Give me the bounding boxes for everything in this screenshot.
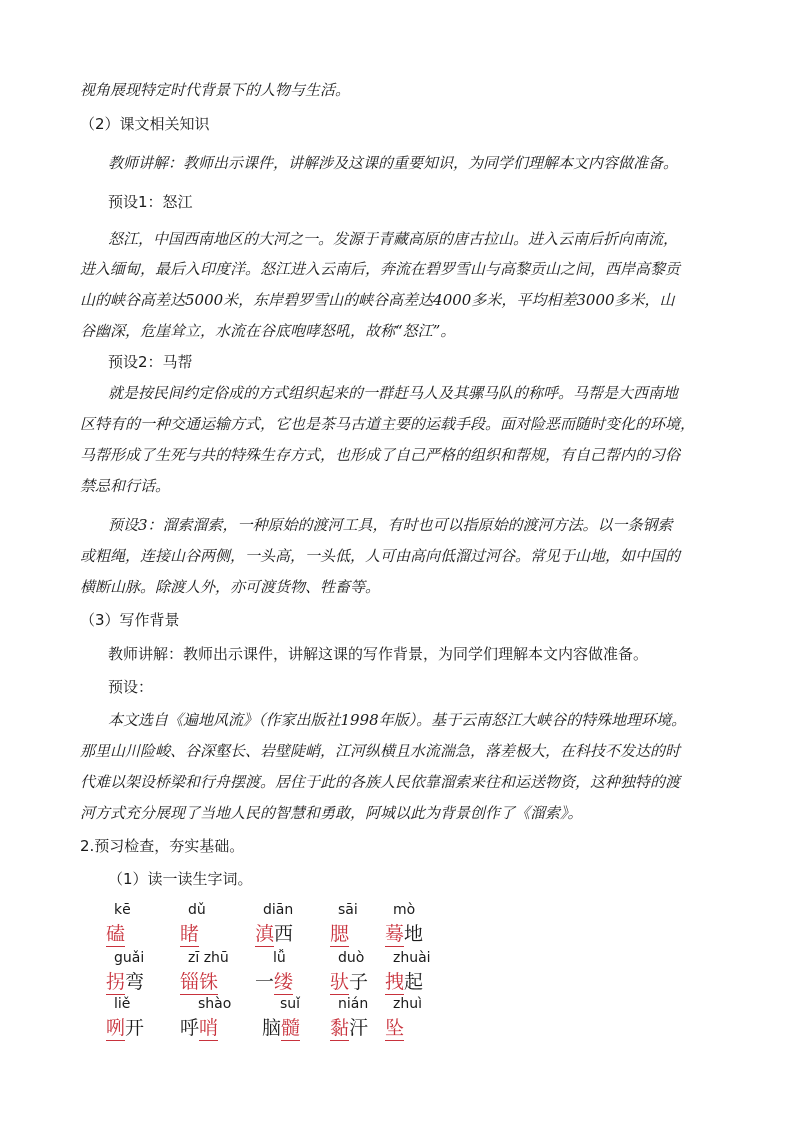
vocab-item — [330, 996, 390, 1044]
vocab-pinyin: mò — [393, 902, 416, 918]
vocab-item — [106, 950, 166, 998]
vocab-context-char: 脑 — [262, 1017, 282, 1039]
vocab-item — [180, 996, 250, 1044]
vocab-word — [262, 1016, 332, 1040]
vocab-pinyin: zhuì — [393, 996, 422, 1012]
vocab-word — [385, 922, 455, 946]
vocab-target-char: 锱铢 — [180, 971, 219, 993]
vocab-pinyin: sāi — [338, 902, 358, 918]
vocab-context-char: 起 — [404, 971, 424, 993]
paragraph-line: 横断山脉。除渡人外，亦可渡货物、牲畜等。 — [80, 578, 381, 596]
vocab-item — [106, 902, 156, 950]
paragraph-line: 就是按民间约定俗成的方式组织起来的一群赶马人及其骡马队的称呼。马帮是大西南地 — [108, 384, 679, 402]
vocab-item — [385, 950, 455, 998]
vocab-item — [255, 950, 315, 998]
paragraph-line: 教师讲解：教师出示课件，讲解涉及这课的重要知识，为同学们理解本文内容做准备。 — [108, 154, 679, 172]
vocab-item — [180, 950, 250, 998]
vocab-context-char: 西 — [274, 923, 294, 945]
vocab-item — [180, 902, 230, 950]
paragraph-line: 或粗绳，连接山谷两侧，一头高，一头低，人可由高向低溜过河谷。常见于山地，如中国的 — [80, 547, 681, 565]
paragraph-line: 禁忌和行话。 — [80, 477, 171, 495]
preset-heading: 预设1：怒江 — [108, 193, 193, 211]
paragraph-line: 河方式充分展现了当地人民的智慧和勇敢，阿城以此为背景创作了《溜索》。 — [80, 804, 583, 822]
vocab-target-char: 哨 — [199, 1017, 219, 1039]
vocab-word — [180, 1016, 250, 1040]
vocab-pinyin: liě — [114, 996, 131, 1012]
paragraph-line: 区特有的一种交通运输方式，它也是茶马古道主要的运载手段。面对险恶而随时变化的环境， — [80, 415, 696, 433]
vocab-pinyin: duò — [338, 950, 365, 966]
vocab-word — [106, 1016, 166, 1040]
vocab-word — [255, 970, 315, 994]
vocab-target-char: 滇 — [255, 923, 275, 945]
section-heading: （2）课文相关知识 — [80, 115, 210, 133]
vocab-target-char: 磕 — [106, 923, 126, 945]
vocab-pinyin: zī zhū — [188, 950, 229, 966]
vocab-pinyin: dǔ — [188, 902, 206, 918]
vocab-word — [330, 970, 390, 994]
preset-heading: 预设2：马帮 — [108, 353, 193, 371]
vocab-word — [330, 1016, 390, 1040]
paragraph-line: 进入缅甸，最后入印度洋。怒江进入云南后，奔流在碧罗雪山与高黎贡山之间，西岸高黎贡 — [80, 260, 681, 278]
section-heading: （3）写作背景 — [80, 611, 180, 629]
section-heading: 2.预习检查，夯实基础。 — [80, 837, 245, 855]
vocab-context-char: 地 — [404, 923, 424, 945]
paragraph-line: 本文选自《遍地风流》（作家出版社1998年版）。基于云南怒江大峡谷的特殊地理环境。 — [108, 711, 687, 729]
vocab-pinyin: nián — [338, 996, 369, 1012]
preset-heading: 预设： — [108, 678, 154, 696]
vocab-pinyin: lǚ — [273, 950, 286, 966]
vocab-pinyin: kē — [114, 902, 131, 918]
vocab-target-char: 腮 — [330, 923, 350, 945]
vocab-item — [255, 902, 325, 950]
vocab-word — [330, 922, 380, 946]
vocab-word — [255, 922, 325, 946]
paragraph-line: 预设3：溜索溜索，一种原始的渡河工具，有时也可以指原始的渡河方法。以一条钢索 — [108, 516, 673, 534]
vocab-item — [106, 996, 166, 1044]
vocab-item — [330, 950, 390, 998]
vocab-item — [385, 996, 445, 1044]
vocab-pinyin: shào — [198, 996, 232, 1012]
vocab-word — [180, 970, 250, 994]
vocab-target-char: 睹 — [180, 923, 200, 945]
vocab-target-char: 驮 — [330, 971, 350, 993]
vocab-target-char: 缕 — [274, 971, 294, 993]
vocab-context-char: 呼 — [180, 1017, 200, 1039]
vocab-word — [180, 922, 230, 946]
vocab-context-char: 开 — [125, 1017, 145, 1039]
paragraph-line: 马帮形成了生死与共的特殊生存方式，也形成了自己严格的组织和帮规，有自己帮内的习俗 — [80, 446, 681, 464]
vocab-context-char: 汗 — [349, 1017, 369, 1039]
vocab-target-char: 咧 — [106, 1017, 126, 1039]
vocab-word — [385, 1016, 445, 1040]
vocab-target-char: 黏 — [330, 1017, 350, 1039]
vocab-context-char: 子 — [349, 971, 369, 993]
section-heading: （1）读一读生字词。 — [108, 870, 253, 888]
vocab-target-char: 髓 — [281, 1017, 301, 1039]
paragraph-line: 那里山川险峻、谷深壑长、岩壁陡峭，江河纵横且水流湍急，落差极大，在科技不发达的时 — [80, 742, 681, 760]
vocab-pinyin: guǎi — [114, 950, 145, 966]
paragraph-line: 教师讲解：教师出示课件，讲解这课的写作背景，为同学们理解本文内容做准备。 — [108, 645, 649, 663]
vocab-pinyin: diān — [263, 902, 294, 918]
vocab-word — [106, 922, 156, 946]
vocab-item — [385, 902, 455, 950]
vocab-target-char: 拽 — [385, 971, 405, 993]
paragraph-line: 视角展现特定时代背景下的人物与生活。 — [80, 81, 351, 99]
vocab-target-char: 坠 — [385, 1017, 405, 1039]
vocab-target-char: 蓦 — [385, 923, 405, 945]
vocab-context-char: 弯 — [125, 971, 145, 993]
vocab-target-char: 拐 — [106, 971, 126, 993]
paragraph-line: 代难以架设桥梁和行舟摆渡。居住于此的各族人民依靠溜索来往和运送物资，这种独特的渡 — [80, 773, 681, 791]
vocab-word — [106, 970, 166, 994]
paragraph-line: 山的峡谷高差达5000米，东岸碧罗雪山的峡谷高差达4000多米，平均相差3000多米，山 — [80, 291, 675, 309]
vocab-context-char: 一 — [255, 971, 275, 993]
vocab-word — [385, 970, 455, 994]
paragraph-line: 谷幽深，危崖耸立，水流在谷底咆哮怒吼，故称“怒江”。 — [80, 322, 456, 340]
vocab-item — [330, 902, 380, 950]
paragraph-line: 怒江，中国西南地区的大河之一。发源于青藏高原的唐古拉山。进入云南后折向南流， — [108, 230, 679, 248]
vocab-pinyin: zhuài — [393, 950, 431, 966]
vocab-item — [262, 996, 332, 1044]
vocab-pinyin: suǐ — [280, 996, 301, 1012]
